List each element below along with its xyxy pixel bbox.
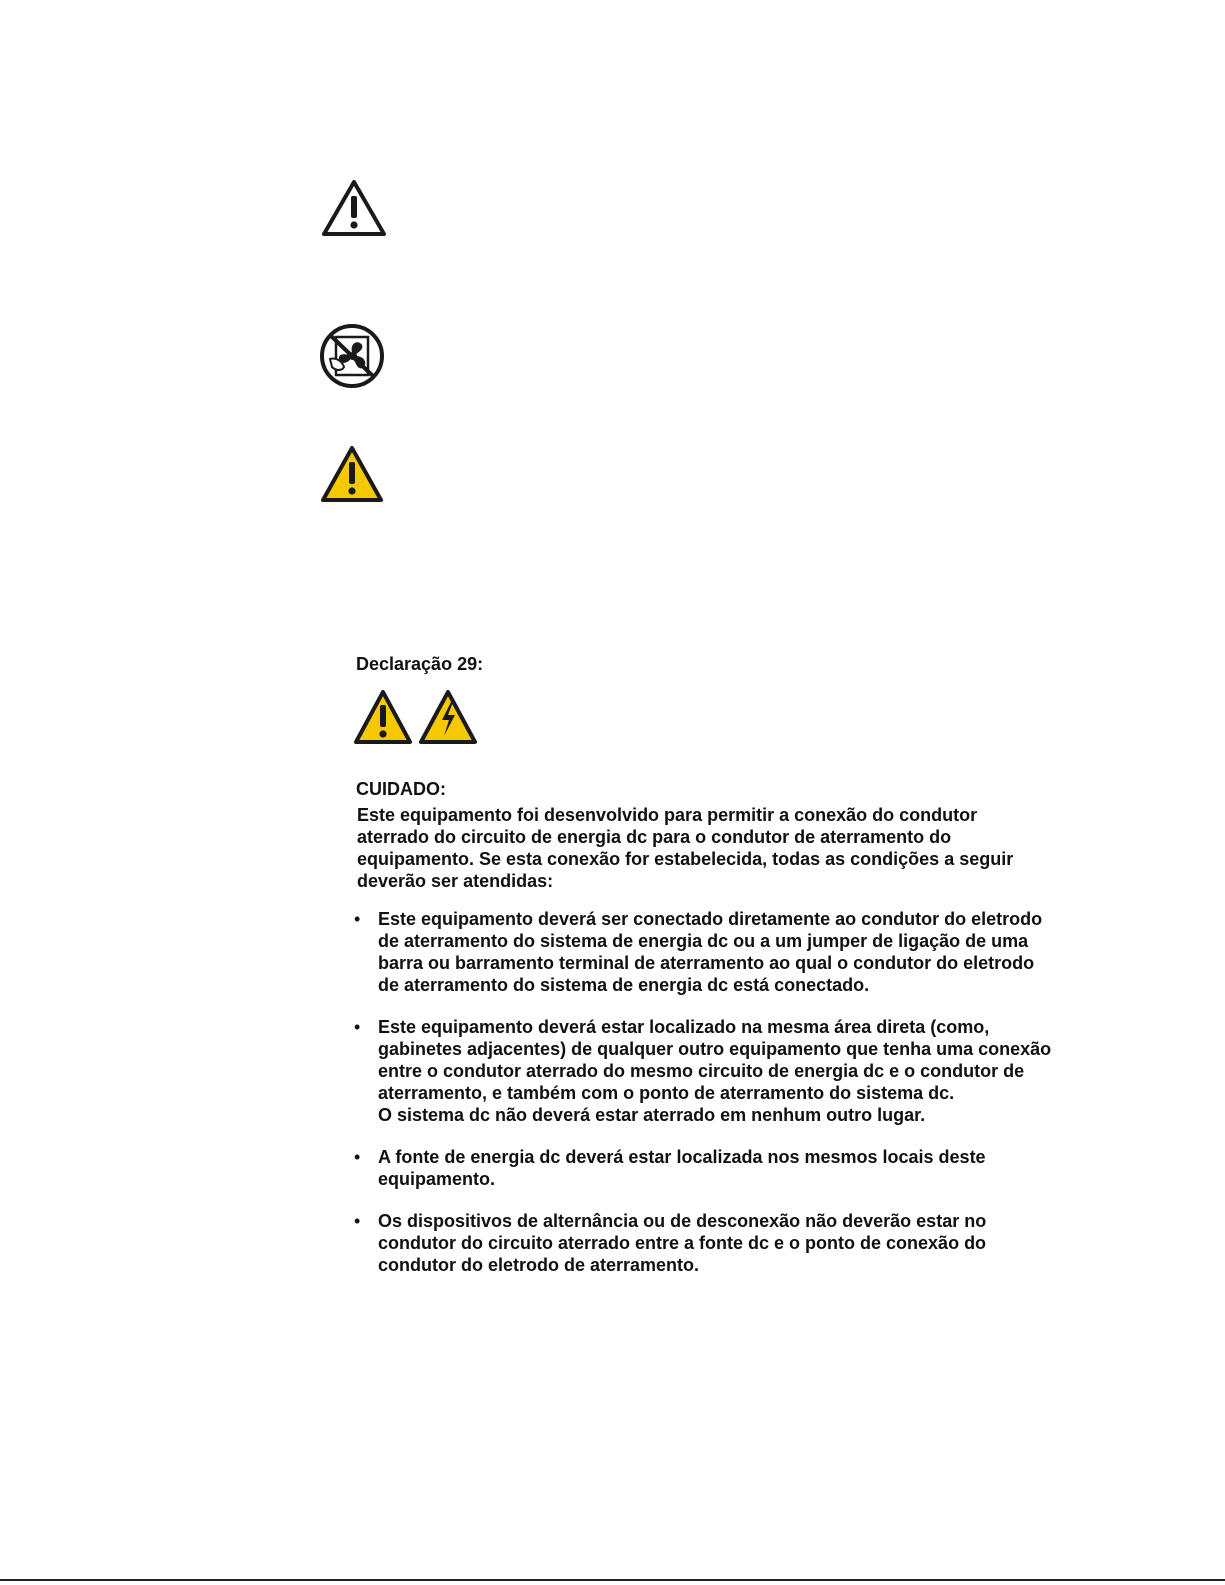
list-item-line: gabinetes adjacentes) de qualquer outro equipamento que tenha uma conexão (378, 1039, 1052, 1059)
fan-hazard-icon (318, 323, 386, 389)
caution-heading: CUIDADO: (356, 779, 446, 799)
page-bottom-rule (0, 1579, 1225, 1581)
bullet-icon: • (354, 909, 361, 929)
list-item-line: Este equipamento deverá estar localizado na mesma área direta (como, (378, 1017, 990, 1037)
caution-yellow-icon (319, 444, 385, 504)
high-voltage-icon (417, 688, 479, 746)
list-item (354, 1146, 1074, 1190)
statement-title: Declaração 29: (356, 654, 484, 674)
intro-line: equipamento. Se esta conexão for estabelecida, todas as condições a seguir (357, 849, 1014, 869)
list-item-line: barra ou barramento terminal de aterramento ao qual o condutor do eletrodo (378, 953, 1035, 973)
caution-intro-paragraph (357, 804, 1057, 892)
list-item-line: de aterramento do sistema de energia dc está conectado. (378, 975, 870, 995)
list-item-line: aterramento, e também com o ponto de aterramento do sistema dc. (378, 1083, 955, 1103)
intro-line: aterrado do circuito de energia dc para o condutor de aterramento do (357, 827, 952, 847)
list-item-line: condutor do eletrodo de aterramento. (378, 1255, 700, 1275)
list-item-line: Os dispositivos de alternância ou de desconexão não deverão estar no (378, 1211, 987, 1231)
list-item-line: A fonte de energia dc deverá estar localizada nos mesmos locais deste (378, 1147, 986, 1167)
list-item-line: entre o condutor aterrado do mesmo circuito de energia dc e o condutor de (378, 1061, 1025, 1081)
list-item-line: Este equipamento deverá ser conectado diretamente ao condutor do eletrodo (378, 909, 1043, 929)
bullet-icon: • (354, 1211, 361, 1231)
list-item-line: condutor do circuito aterrado entre a fonte dc e o ponto de conexão do (378, 1233, 987, 1253)
list-item (354, 908, 1074, 996)
list-item (354, 1210, 1074, 1276)
bullet-icon: • (354, 1017, 361, 1037)
caution-outline-icon (320, 178, 388, 238)
caution-yellow-icon (352, 688, 414, 746)
list-item (354, 1016, 1074, 1126)
bullet-icon: • (354, 1147, 361, 1167)
intro-line: deverão ser atendidas: (357, 871, 554, 891)
conditions-list (354, 908, 1074, 1296)
list-item-line: de aterramento do sistema de energia dc ou a um jumper de ligação de uma (378, 931, 1029, 951)
list-item-line: equipamento. (378, 1169, 496, 1189)
list-item-line: O sistema dc não deverá estar aterrado em nenhum outro lugar. (378, 1105, 926, 1125)
intro-line: Este equipamento foi desenvolvido para permitir a conexão do condutor (357, 805, 978, 825)
